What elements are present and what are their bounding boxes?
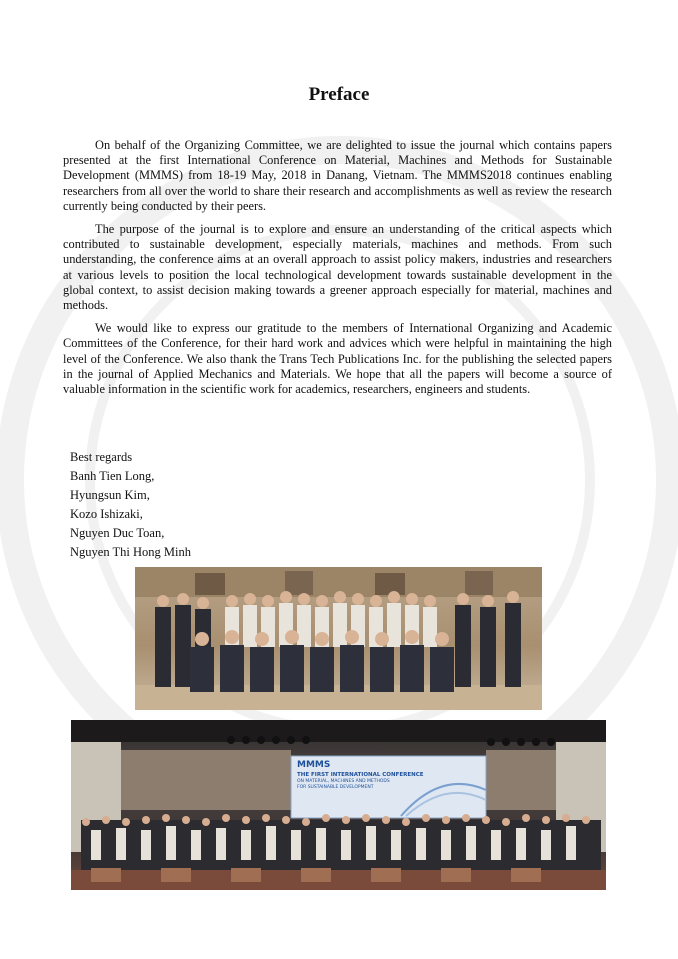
signatory: Banh Tien Long, <box>70 469 155 483</box>
paragraph-2: The purpose of the journal is to explore and ensure an understanding of the critical aspects which contributed to sustainable development, especially materials, machines and methods. From such understanding, the conference aims at an overall approach to assist policy makers, industries and researchers at various levels to position the local technological development towards sustainable development in the global context, to assist decision making towards a greener approach especially for material, machines and methods. <box>63 222 612 313</box>
banner-line-2: ON MATERIAL, MACHINES AND METHODS <box>297 779 390 784</box>
banner-line-3: FOR SUSTAINABLE DEVELOPMENT <box>297 785 374 790</box>
conference-banner <box>297 760 482 816</box>
page-title: Preface <box>308 84 370 105</box>
closing-greeting: Best regards <box>70 450 133 464</box>
signatory: Hyungsun Kim, <box>70 488 150 502</box>
conference-hall-photo <box>71 720 606 890</box>
signatory: Nguyen Duc Toan, <box>70 526 165 540</box>
banner-line-1: THE FIRST INTERNATIONAL CONFERENCE <box>297 772 424 778</box>
closing-block <box>70 448 191 562</box>
paragraph-1: On behalf of the Organizing Committee, we are delighted to issue the journal which contains papers presented at the first International Conference on Material, Machines and Methods for Sustainable Development (MMMS) from 18-19 May, 2018 in Danang, Vietnam. The MMMS2018 continues enabling researchers from all over the world to share their research and accomplishments as well as review the research currently being conducted by their peers. <box>63 138 612 213</box>
signatory: Kozo Ishizaki, <box>70 507 143 521</box>
preface-body <box>63 138 612 405</box>
signatory: Nguyen Thi Hong Minh <box>70 545 191 559</box>
committee-group-photo <box>135 567 542 710</box>
banner-logo: MMMS <box>297 760 331 770</box>
paragraph-3: We would like to express our gratitude to the members of International Organizing and Academic Committees of the Conference, for their hard work and advices which were helpful in maintaining the high level of the Conference. We also thank the Trans Tech Publications Inc. for the publishing the selected papers in the journal of Applied Mechanics and Materials. We hope that all the papers will become a source of valuable information in the scientific work for academics, researchers, engineers and students. <box>63 321 612 397</box>
